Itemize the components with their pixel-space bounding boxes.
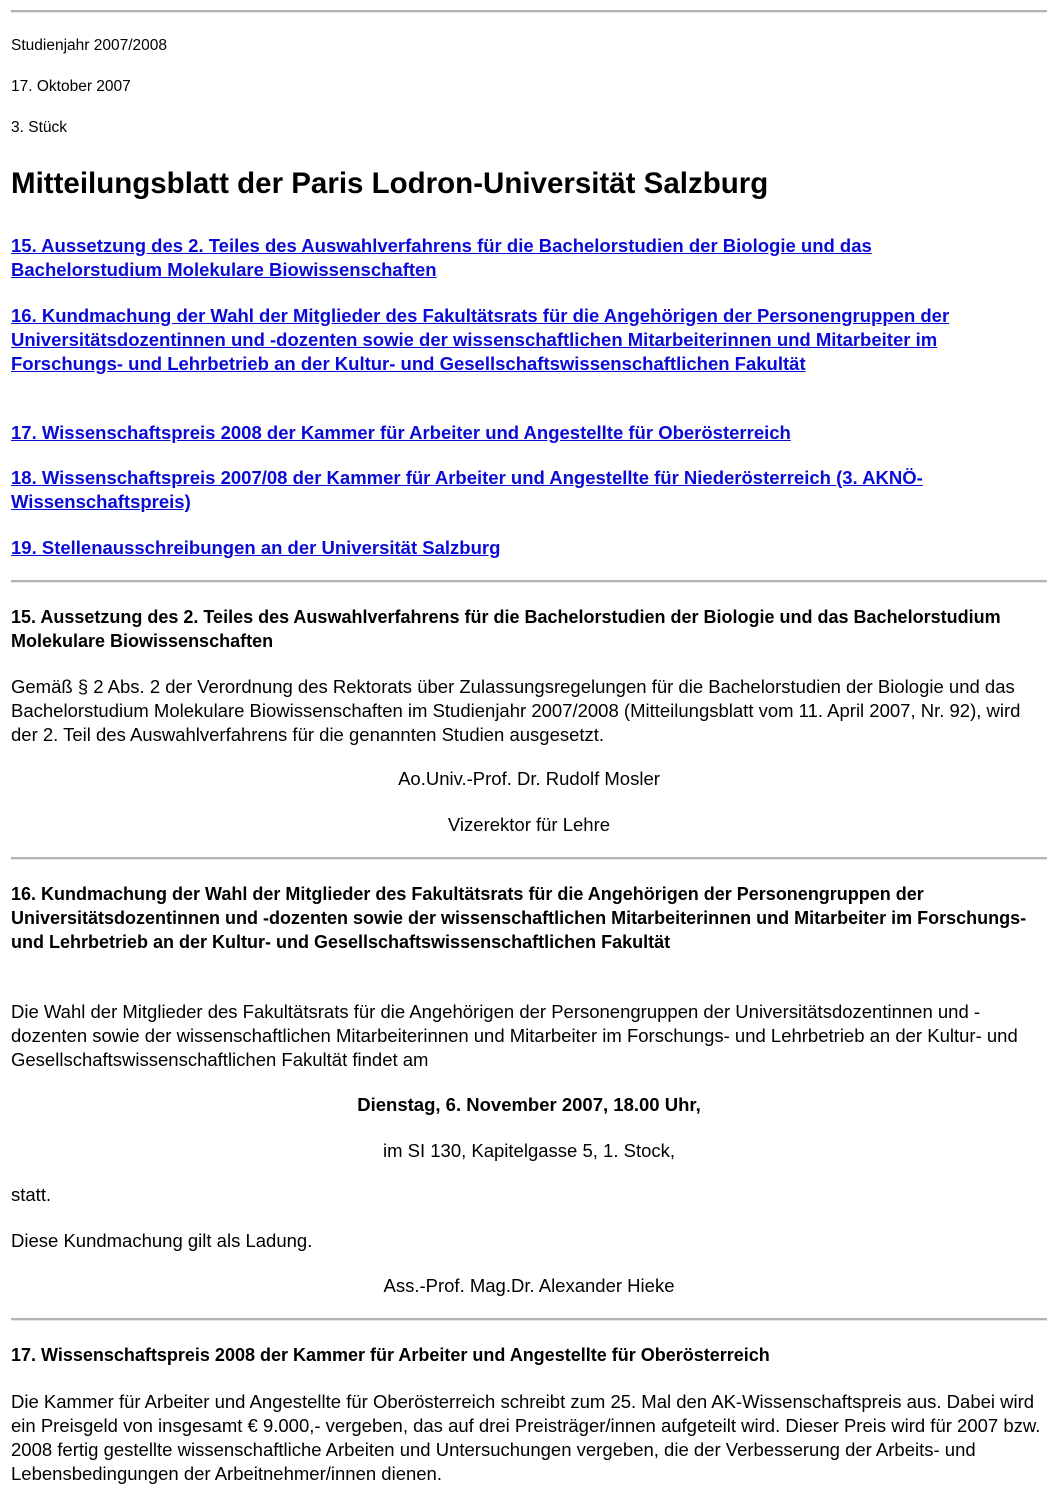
- issue-date: 17. Oktober 2007: [11, 78, 131, 95]
- section-15-role: Vizerektor für Lehre: [447, 814, 611, 835]
- section-divider: [11, 1318, 1047, 1321]
- section-17-body: Die Kammer für Arbeiter und Angestellte für Oberösterreich schreibt zum 25. Mal den AK-Wissenschaftspreis aus. Dabei wird ein Preisgeld von insgesamt € 9.000,- vergeben, das auf drei Preisträger/innen aufgeteilt wird. Dieser Preis wird für 2007 bzw. 2008 fertig gestellte wissenschaftliche Arbeiten und Untersuchungen vergeben, die der Verbesserung der Arbeits- und Lebensbedingungen der Arbeitnehmer/innen dienen.: [11, 1391, 1041, 1484]
- section-divider: [11, 580, 1047, 583]
- section-15-body: Gemäß § 2 Abs. 2 der Verordnung des Rektorats über Zulassungsregelungen für die Bachelorstudien der Biologie und das Bachelorstudium Molekulare Biowissenschaften im Studienjahr 2007/2008 (Mitteilungsblatt vom 11. April 2007, Nr. 92), wird der 2. Teil des Auswahlverfahrens für die genannten Studien ausgesetzt.: [11, 676, 1021, 745]
- section-16-datetime: Dienstag, 6. November 2007, 18.00 Uhr,: [357, 1094, 701, 1115]
- toc-link-17[interactable]: 17. Wissenschaftspreis 2008 der Kammer für Arbeiter und Angestellte für Oberösterreich: [11, 422, 791, 443]
- toc-link-19[interactable]: 19. Stellenausschreibungen an der Universität Salzburg: [11, 537, 501, 558]
- section-17-heading: 17. Wissenschaftspreis 2008 der Kammer für Arbeiter und Angestellte für Oberösterreich: [11, 1345, 770, 1365]
- section-15-heading: 15. Aussetzung des 2. Teiles des Auswahlverfahrens für die Bachelorstudien der Biologie und das Bachelorstudium Molekulare Biowissenschaften: [11, 607, 1001, 651]
- section-16-signatory: Ass.-Prof. Mag.Dr. Alexander Hieke: [383, 1275, 675, 1296]
- section-16-heading: 16. Kundmachung der Wahl der Mitglieder des Fakultätsrats für die Angehörigen der Personengruppen der Universitätsdozentinnen und -dozenten sowie der wissenschaftlichen Mitarbeiterinnen und Mitarbeiter im Forschungs- und Lehrbetrieb an der Kultur- und Gesellschaftswissenschaftlichen Fakultät: [11, 884, 1027, 952]
- section-16-note: Diese Kundmachung gilt als Ladung.: [11, 1230, 313, 1251]
- section-15-signatory: Ao.Univ.-Prof. Dr. Rudolf Mosler: [398, 768, 660, 789]
- section-16-statt: statt.: [11, 1184, 52, 1205]
- issue-number: 3. Stück: [11, 119, 67, 136]
- studienjahr: Studienjahr 2007/2008: [11, 37, 167, 54]
- toc-link-18[interactable]: 18. Wissenschaftspreis 2007/08 der Kammer für Arbeiter und Angestellte für Niederösterreich (3. AKNÖ-Wissenschaftspreis): [11, 467, 923, 512]
- section-divider: [11, 857, 1047, 860]
- section-16-location: im SI 130, Kapitelgasse 5, 1. Stock,: [382, 1140, 676, 1161]
- page-title: Mitteilungsblatt der Paris Lodron-Universität Salzburg: [11, 167, 769, 200]
- section-16-body: Die Wahl der Mitglieder des Fakultätsrats für die Angehörigen der Personengruppen der Universitätsdozentinnen und -dozenten sowie der wissenschaftlichen Mitarbeiterinnen und Mitarbeiter im Forschungs- und Lehrbetrieb an der Kultur- und Gesellschaftswissenschaftlichen Fakultät findet am: [11, 1001, 1018, 1070]
- toc-link-15[interactable]: 15. Aussetzung des 2. Teiles des Auswahlverfahrens für die Bachelorstudien der Biologie und das Bachelorstudium Molekulare Biowissenschaften: [11, 235, 872, 280]
- top-divider: [11, 10, 1047, 13]
- toc-link-16[interactable]: 16. Kundmachung der Wahl der Mitglieder des Fakultätsrats für die Angehörigen der Personengruppen der Universitätsdozentinnen und -dozenten sowie der wissenschaftlichen Mitarbeiterinnen und Mitarbeiter im Forschungs- und Lehrbetrieb an der Kultur- und Gesellschaftswissenschaftlichen Fakultät: [11, 305, 950, 374]
